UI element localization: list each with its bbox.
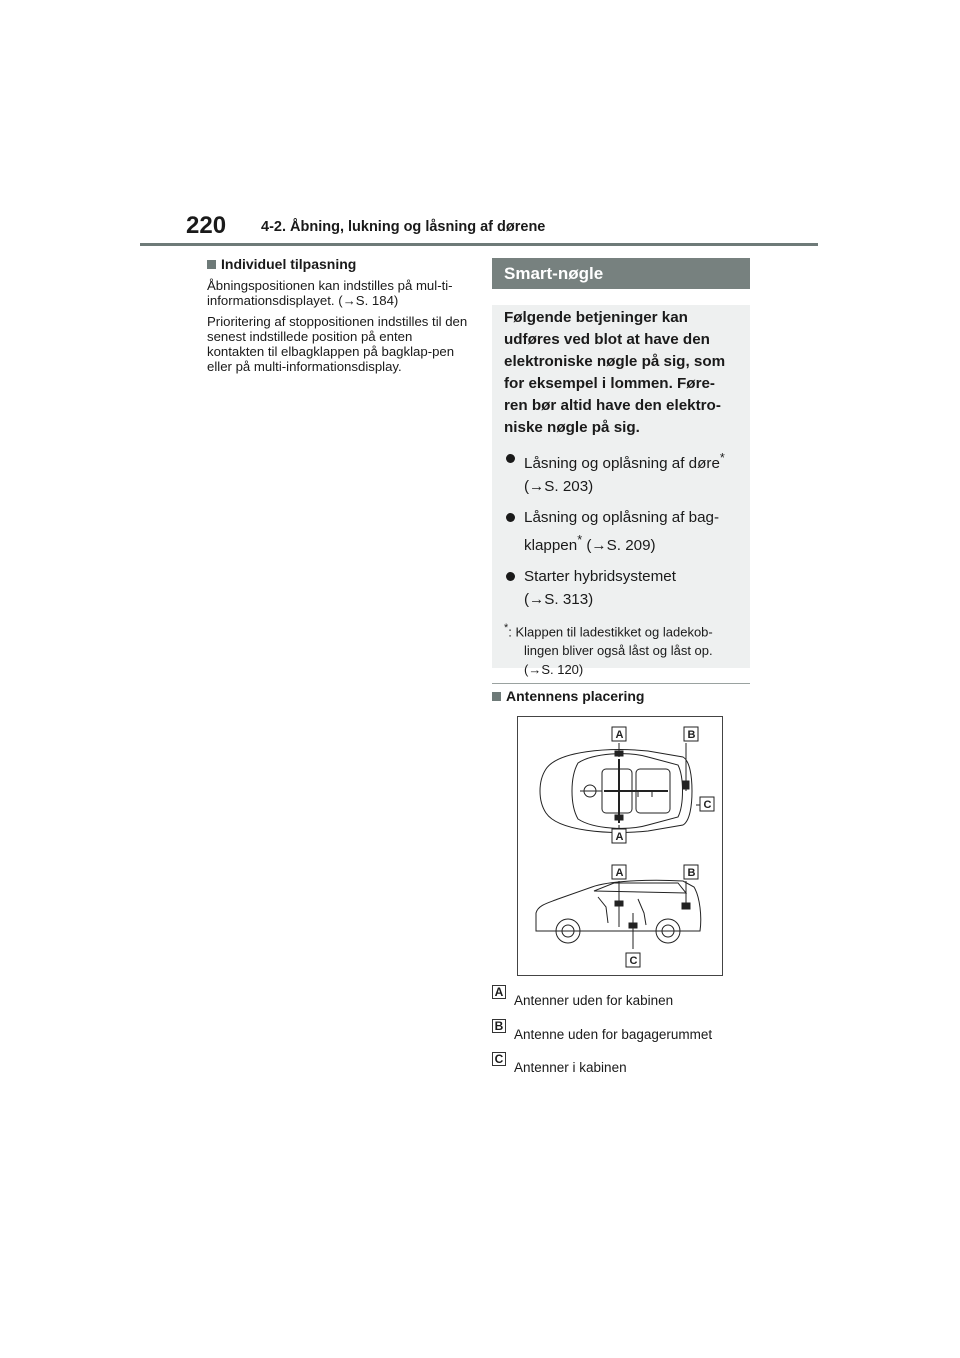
legend-item-b: [492, 1018, 713, 1042]
bullet-start-hybrid: [504, 565, 738, 611]
antenna-diagram: [517, 716, 723, 976]
subheading-individual: [207, 256, 469, 272]
callout-a-bottom: A: [615, 831, 624, 843]
callout-c-side: C: [629, 955, 638, 967]
bullet-dot-icon: [506, 572, 515, 581]
legend-item-a: [492, 984, 674, 1008]
bullet-dot-icon: [506, 454, 515, 463]
page-ref: (→S. 203): [524, 478, 594, 496]
legend-key: B: [492, 1019, 506, 1033]
bullet-lock-tailgate: [504, 506, 738, 557]
footnote-line: : Klappen til ladestikket og ladekob-: [508, 624, 713, 640]
legend-item-c: [492, 1051, 627, 1075]
callout-b-top: B: [687, 729, 696, 741]
paragraph-position: Åbningspositionen kan indstilles på mul-ti-informationsdisplayet. (→S. 184): [207, 278, 453, 308]
smart-key-box: [492, 305, 750, 678]
paragraph-priority: Prioritering af stoppositionen indstilles til den senest indstillede position på enten kontakten til elbagklappen på bagklap-pen eller på multi-informationsdisplay.: [207, 314, 468, 374]
bullet-text: Låsning og oplåsning af døre: [524, 455, 720, 473]
bullet-text: Starter hybridsystemet: [524, 568, 676, 586]
section-divider: [492, 683, 750, 684]
callout-a-side: A: [615, 867, 624, 879]
smart-key-title: Smart-nøgle: [492, 258, 750, 289]
footnote-mark: *: [504, 622, 509, 635]
callout-c-top: C: [703, 799, 712, 811]
square-bullet-icon: [207, 260, 216, 269]
callout-b-side: B: [687, 867, 696, 879]
footnote-line: (→S. 120): [524, 662, 584, 678]
legend-text: Antenne uden for bagagerummet: [514, 1027, 713, 1042]
legend-key: A: [492, 985, 506, 999]
subheading-antenna: [492, 688, 750, 704]
page-ref: (→S. 313): [524, 591, 594, 609]
footnote-line: lingen bliver også låst og låst op.: [524, 643, 713, 659]
smart-key-intro: Følgende betjeninger kan udføres ved blot at have den elektroniske nøgle på sig, som for eksempel i lommen. Føre-ren bør altid have den elektro-niske nøgle på sig.: [504, 309, 726, 436]
subheading-text: Antennens placering: [506, 688, 645, 704]
section-title: 4-2. Åbning, lukning og låsning af dørene: [261, 219, 546, 235]
car-illustration: [518, 717, 722, 975]
subheading-text: Individuel tilpasning: [221, 256, 357, 272]
legend-text: Antenner i kabinen: [514, 1060, 627, 1075]
asterisk-mark: *: [577, 533, 583, 548]
left-column: [207, 256, 469, 380]
legend-key: C: [492, 1052, 506, 1066]
page-ref: (→S. 209): [586, 537, 656, 555]
bullet-dot-icon: [506, 513, 515, 522]
bullet-lock-doors: [504, 447, 738, 498]
header-rule: [140, 243, 818, 246]
bullet-text: Låsning og oplåsning af bag-klappen: [524, 509, 720, 555]
page-number: 220: [186, 212, 227, 239]
callout-a-top: A: [615, 729, 624, 741]
legend-text: Antenner uden for kabinen: [514, 993, 674, 1008]
asterisk-mark: *: [719, 451, 725, 465]
footnote: [504, 619, 738, 679]
square-bullet-icon: [492, 692, 501, 701]
